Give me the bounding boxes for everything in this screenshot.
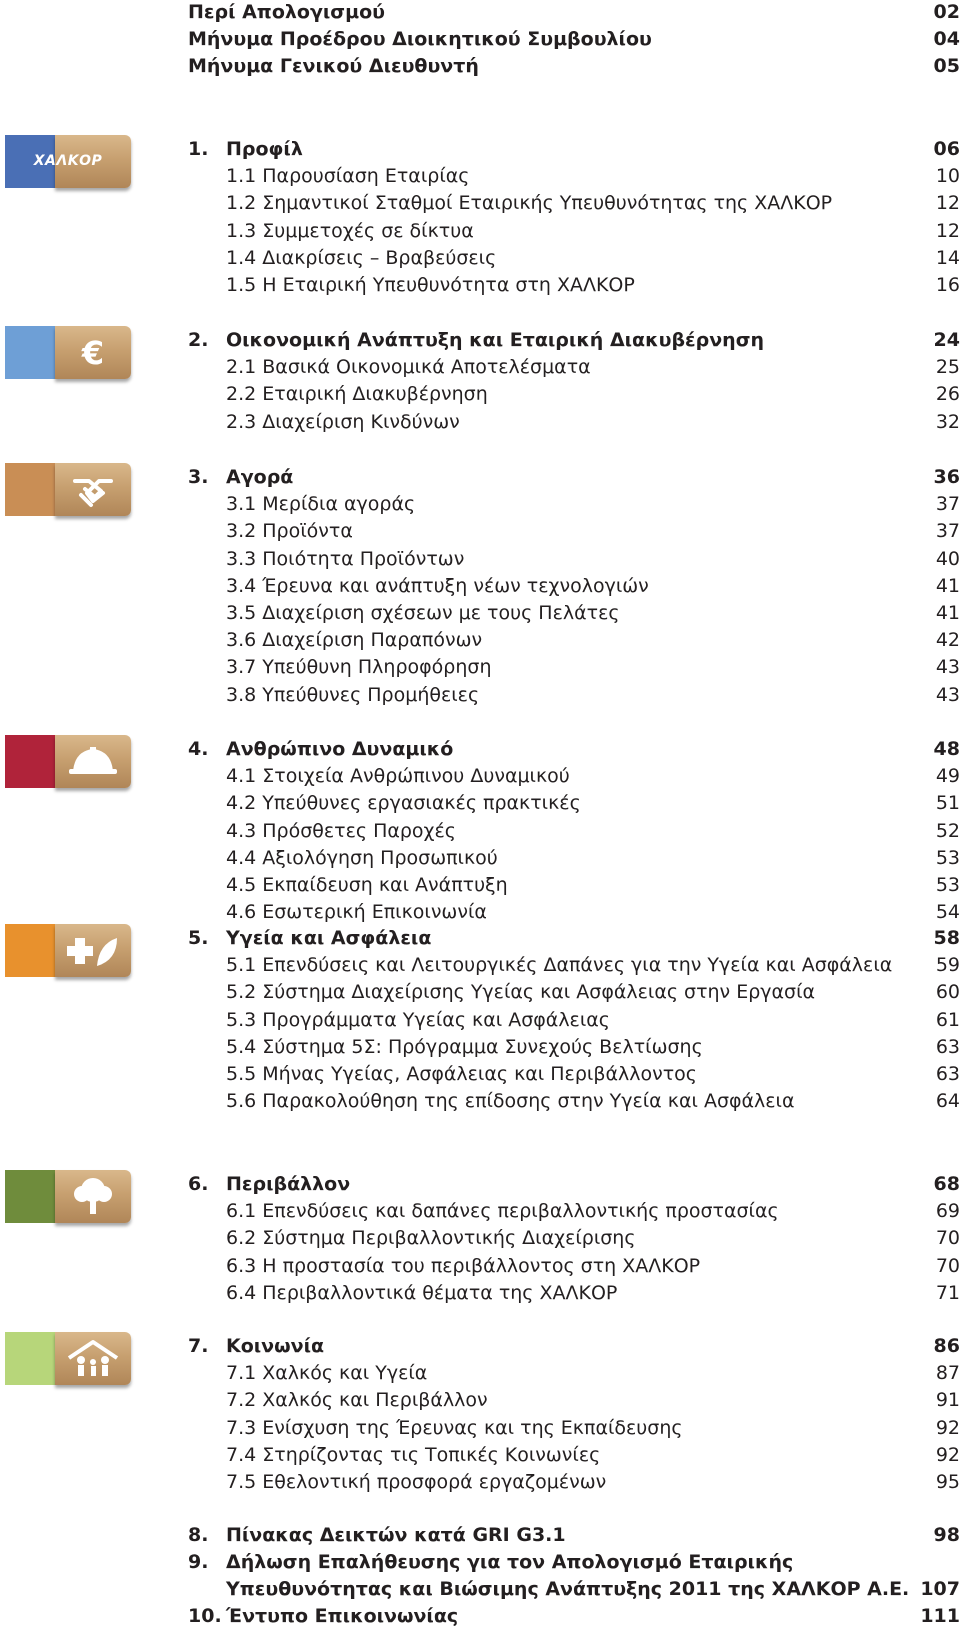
section-tab-society: [5, 1332, 131, 1385]
toc-subsection[interactable]: [188, 654, 960, 681]
toc-entry-title: 2.2 Εταιρική Διακυβέρνηση: [226, 383, 488, 405]
handshake-icon: [55, 463, 131, 516]
toc-entry-title: 6.3 Η προστασία του περιβάλλοντος στη ΧΑΛΚΟΡ: [226, 1255, 701, 1277]
toc-entry-page: 48: [933, 738, 960, 760]
toc-entry-title: Δήλωση Επαλήθευσης για τον Απολογισμό Εταιρικής: [226, 1551, 794, 1573]
toc-subsection[interactable]: [188, 354, 960, 381]
toc-section-heading[interactable]: [188, 1576, 960, 1603]
toc-subsection[interactable]: [188, 682, 960, 709]
toc-entry-title: 5.4 Σύστημα 5Σ: Πρόγραμμα Συνεχούς Βελτίωσης: [226, 1036, 703, 1058]
toc-subsection[interactable]: [188, 1225, 960, 1252]
toc-subsection[interactable]: [188, 190, 960, 217]
toc-subsection[interactable]: [188, 790, 960, 817]
toc-subsection[interactable]: [188, 899, 960, 926]
toc-entry-page: 12: [935, 192, 960, 214]
toc-entry-title: 6.1 Επενδύσεις και δαπάνες περιβαλλοντικής προστασίας: [226, 1200, 779, 1222]
toc-subsection[interactable]: [188, 546, 960, 573]
toc-entry-page: 36: [933, 466, 960, 488]
toc-entry-title: Αγορά: [226, 466, 294, 488]
toc-subsection[interactable]: [188, 1253, 960, 1280]
toc-entry-page: 53: [935, 847, 960, 869]
toc-entry-page: 32: [935, 411, 960, 433]
toc-entry-page: 52: [935, 820, 960, 842]
toc-entry-page: 91: [935, 1389, 960, 1411]
tab-swatch: [5, 924, 55, 977]
tab-wood-block: [55, 1170, 131, 1223]
toc-entry-title: 6.4 Περιβαλλοντικά θέματα της ΧΑΛΚΟΡ: [226, 1282, 618, 1304]
toc-entry-title: 3.5 Διαχείριση σχέσεων με τους Πελάτες: [226, 602, 620, 624]
toc-entry-page: 111: [920, 1605, 960, 1627]
tab-wood-block: [55, 326, 131, 379]
toc-entry-title: 5.1 Επενδύσεις και Λειτουργικές Δαπάνες για την Υγεία και Ασφάλεια: [226, 954, 893, 976]
toc-entry-title: 4.6 Εσωτερική Επικοινωνία: [226, 901, 487, 923]
toc-entry-title: 3.3 Ποιότητα Προϊόντων: [226, 548, 465, 570]
toc-section-heading[interactable]: [188, 136, 960, 163]
toc-entry-page: 92: [935, 1417, 960, 1439]
toc-entry-page: 68: [933, 1173, 960, 1195]
section-tab-economy: [5, 326, 131, 379]
toc-subsection[interactable]: [188, 818, 960, 845]
toc-entry-page: 43: [935, 684, 960, 706]
toc-entry-title: Περιβάλλον: [226, 1173, 351, 1195]
toc-entry-page: 92: [935, 1444, 960, 1466]
euro-icon: [55, 326, 131, 379]
toc-subsection[interactable]: [188, 979, 960, 1006]
toc-entry-page: 53: [935, 874, 960, 896]
toc-section-number: 5.: [188, 927, 209, 949]
toc-entry-page: 12: [935, 220, 960, 242]
toc-subsection[interactable]: [188, 1034, 960, 1061]
toc-entry-title: 7.3 Ενίσχυση της Έρευνας και της Εκπαίδευσης: [226, 1417, 683, 1439]
toc-entry-title: 7.2 Χαλκός και Περιβάλλον: [226, 1389, 488, 1411]
toc-entry-title: 7.4 Στηρίζοντας τις Τοπικές Κοινωνίες: [226, 1444, 601, 1466]
toc-entry-title: 1.3 Συμμετοχές σε δίκτυα: [226, 220, 474, 242]
toc-entry-title: 4.3 Πρόσθετες Παροχές: [226, 820, 456, 842]
toc-entry-title: 3.8 Υπεύθυνες Προμήθειες: [226, 684, 480, 706]
toc-entry-page: 02: [933, 1, 960, 23]
toc-entry-page: 26: [935, 383, 960, 405]
toc-entry-page: 107: [920, 1578, 960, 1600]
toc-subsection[interactable]: [188, 218, 960, 245]
toc-entry-page: 42: [935, 629, 960, 651]
toc-entry-title: Κοινωνία: [226, 1335, 325, 1357]
toc-entry-title: 1.4 Διακρίσεις – Βραβεύσεις: [226, 247, 497, 269]
toc-section-number: 8.: [188, 1524, 209, 1546]
toc-entry-page: 10: [935, 165, 960, 187]
toc-entry-title: 4.4 Αξιολόγηση Προσωπικού: [226, 847, 498, 869]
toc-section-number: 7.: [188, 1335, 209, 1357]
toc-section-heading[interactable]: [188, 1603, 960, 1630]
toc-entry-title: 7.5 Εθελοντική προσφορά εργαζομένων: [226, 1471, 607, 1493]
toc-entry-title: 1.2 Σημαντικοί Σταθμοί Εταιρικής Υπευθυνότητας της ΧΑΛΚΟΡ: [226, 192, 833, 214]
toc-section-heading[interactable]: [188, 464, 960, 491]
toc-subsection[interactable]: [188, 163, 960, 190]
toc-entry-title: Περί Απολογισμού: [188, 1, 385, 23]
toc-entry-title: 3.1 Μερίδια αγοράς: [226, 493, 416, 515]
tab-swatch: [5, 326, 55, 379]
toc-entry-page: 58: [933, 927, 960, 949]
toc-section-number: 3.: [188, 466, 209, 488]
toc-section-number: 4.: [188, 738, 209, 760]
toc-subsection[interactable]: [188, 1415, 960, 1442]
toc-entry-title: 1.1 Παρουσίαση Εταιρίας: [226, 165, 470, 187]
toc-section-heading[interactable]: [188, 1333, 960, 1360]
toc-entry-page: 63: [935, 1036, 960, 1058]
toc-subsection[interactable]: [188, 627, 960, 654]
toc-entry-title: 2.1 Βασικά Οικονομικά Αποτελέσματα: [226, 356, 591, 378]
toc-subsection[interactable]: [188, 845, 960, 872]
toc-section-heading[interactable]: [188, 327, 960, 354]
toc-entry-page: 71: [935, 1282, 960, 1304]
toc-entry-page: 70: [935, 1227, 960, 1249]
toc-section-heading[interactable]: [188, 925, 960, 952]
toc-entry-page: 51: [935, 792, 960, 814]
toc-entry[interactable]: [188, 0, 960, 24]
toc-subsection[interactable]: [188, 872, 960, 899]
toc-subsection[interactable]: [188, 1469, 960, 1496]
toc-entry-page: 41: [935, 575, 960, 597]
toc-section-number: 6.: [188, 1173, 209, 1195]
toc-section-heading[interactable]: [188, 1171, 960, 1198]
toc-entry-page: 54: [935, 901, 960, 923]
section-tab-environment: [5, 1170, 131, 1223]
toc-entry-title: Προφίλ: [226, 138, 303, 160]
toc-section-heading[interactable]: [188, 736, 960, 763]
toc-entry-title: 5.5 Μήνας Υγείας, Ασφάλειας και Περιβάλλοντος: [226, 1063, 697, 1085]
toc-entry-title: 3.2 Προϊόντα: [226, 520, 353, 542]
toc-subsection[interactable]: [188, 1442, 960, 1469]
toc-entry-page: 41: [935, 602, 960, 624]
toc-entry-title: 7.1 Χαλκός και Υγεία: [226, 1362, 428, 1384]
toc-entry-page: 16: [935, 274, 960, 296]
tab-wood-block: [55, 735, 131, 788]
toc-entry-page: 98: [933, 1524, 960, 1546]
toc-section-number: 2.: [188, 329, 209, 351]
toc-section-number: 9.: [188, 1551, 209, 1573]
toc-entry-title: 4.1 Στοιχεία Ανθρώπινου Δυναμικού: [226, 765, 570, 787]
toc-subsection[interactable]: [188, 1280, 960, 1307]
tab-wood-block: [55, 1332, 131, 1385]
toc-entry[interactable]: [188, 27, 960, 51]
section-tab-market: [5, 463, 131, 516]
toc-section-heading[interactable]: [188, 1549, 960, 1576]
toc-entry-page: 69: [935, 1200, 960, 1222]
toc-subsection[interactable]: [188, 573, 960, 600]
toc-subsection[interactable]: [188, 491, 960, 518]
toc-subsection[interactable]: [188, 272, 960, 299]
toc-entry-title: 3.6 Διαχείριση Παραπόνων: [226, 629, 483, 651]
toc-entry-title: 5.2 Σύστημα Διαχείρισης Υγείας και Ασφάλειας στην Εργασία: [226, 981, 816, 1003]
toc-entry-page: 86: [933, 1335, 960, 1357]
toc-entry-title: Μήνυμα Προέδρου Διοικητικού Συμβουλίου: [188, 28, 652, 50]
toc-entry-title: 4.5 Εκπαίδευση και Ανάπτυξη: [226, 874, 508, 896]
tree-icon: [55, 1170, 131, 1223]
toc-entry-title: Ανθρώπινο Δυναμικό: [226, 738, 454, 760]
toc-subsection[interactable]: [188, 952, 960, 979]
toc-entry-page: 61: [935, 1009, 960, 1031]
toc-entry-title: Έντυπο Επικοινωνίας: [226, 1605, 459, 1627]
family-house-icon: [55, 1332, 131, 1385]
toc-entry-page: 63: [935, 1063, 960, 1085]
toc-subsection[interactable]: [188, 1061, 960, 1088]
toc-subsection[interactable]: [188, 1198, 960, 1225]
toc-subsection[interactable]: [188, 1088, 960, 1115]
toc-entry-page: 24: [933, 329, 960, 351]
toc-entry-page: 05: [933, 55, 960, 77]
toc-entry-page: 06: [933, 138, 960, 160]
toc-subsection[interactable]: [188, 409, 960, 436]
toc-entry-title: Υγεία και Ασφάλεια: [226, 927, 432, 949]
toc-entry-title: 4.2 Υπεύθυνες εργασιακές πρακτικές: [226, 792, 581, 814]
toc-entry-page: 95: [935, 1471, 960, 1493]
toc-subsection[interactable]: [188, 1007, 960, 1034]
toc-entry-page: 14: [935, 247, 960, 269]
toc-entry-title: 3.7 Υπεύθυνη Πληροφόρηση: [226, 656, 492, 678]
tab-swatch: [5, 463, 55, 516]
section-tab-health-safety: [5, 924, 131, 977]
toc-entry-page: 49: [935, 765, 960, 787]
toc-entry-title: 2.3 Διαχείριση Κινδύνων: [226, 411, 460, 433]
tab-wood-block: [55, 463, 131, 516]
toc-subsection[interactable]: [188, 1360, 960, 1387]
toc-subsection[interactable]: [188, 763, 960, 790]
halkor-logo: ΧΑΛΚΟΡ: [33, 153, 103, 169]
toc-entry-page: 40: [935, 548, 960, 570]
toc-entry-title: 5.3 Προγράμματα Υγείας και Ασφάλειας: [226, 1009, 610, 1031]
toc-section-number: 10.: [188, 1605, 222, 1627]
hard-hat-icon: [55, 735, 131, 788]
toc-subsection[interactable]: [188, 518, 960, 545]
toc-entry-title: 3.4 Έρευνα και ανάπτυξη νέων τεχνολογιών: [226, 575, 649, 597]
toc-entry-page: 37: [935, 493, 960, 515]
section-tab-people: [5, 735, 131, 788]
toc-entry-page: 04: [933, 28, 960, 50]
tab-swatch: [5, 1332, 55, 1385]
toc-entry-title: Οικονομική Ανάπτυξη και Εταιρική Διακυβέρνηση: [226, 329, 765, 351]
toc-section-number: 1.: [188, 138, 209, 160]
toc-entry-page: 37: [935, 520, 960, 542]
cross-leaf-icon: [55, 924, 131, 977]
toc-subsection[interactable]: [188, 1387, 960, 1414]
toc-entry[interactable]: [188, 54, 960, 78]
toc-entry-page: 25: [935, 356, 960, 378]
svg-text:€: €: [81, 334, 105, 372]
toc-subsection[interactable]: [188, 381, 960, 408]
tab-wood-block: [55, 924, 131, 977]
toc-entry-page: 70: [935, 1255, 960, 1277]
toc-subsection[interactable]: [188, 245, 960, 272]
toc-entry-title: 6.2 Σύστημα Περιβαλλοντικής Διαχείρισης: [226, 1227, 636, 1249]
toc-entry-title: 5.6 Παρακολούθηση της επίδοσης στην Υγεία και Ασφάλεια: [226, 1090, 795, 1112]
toc-subsection[interactable]: [188, 600, 960, 627]
toc-entry-title: Μήνυμα Γενικού Διευθυντή: [188, 55, 479, 77]
tab-swatch: [5, 735, 55, 788]
toc-entry-page: 43: [935, 656, 960, 678]
toc-entry-title: Υπευθυνότητας και Βιώσιμης Ανάπτυξης 2011 της ΧΑΛΚΟΡ Α.Ε.: [226, 1578, 910, 1600]
tab-swatch: [5, 1170, 55, 1223]
toc-section-heading[interactable]: [188, 1522, 960, 1549]
section-tab-profile: [5, 135, 131, 188]
toc-entry-page: 64: [935, 1090, 960, 1112]
toc-entry-page: 59: [935, 954, 960, 976]
toc-entry-page: 60: [935, 981, 960, 1003]
toc-entry-title: Πίνακας Δεικτών κατά GRI G3.1: [226, 1524, 566, 1546]
toc-entry-page: 87: [935, 1362, 960, 1384]
toc-entry-title: 1.5 Η Εταιρική Υπευθυνότητα στη ΧΑΛΚΟΡ: [226, 274, 635, 296]
